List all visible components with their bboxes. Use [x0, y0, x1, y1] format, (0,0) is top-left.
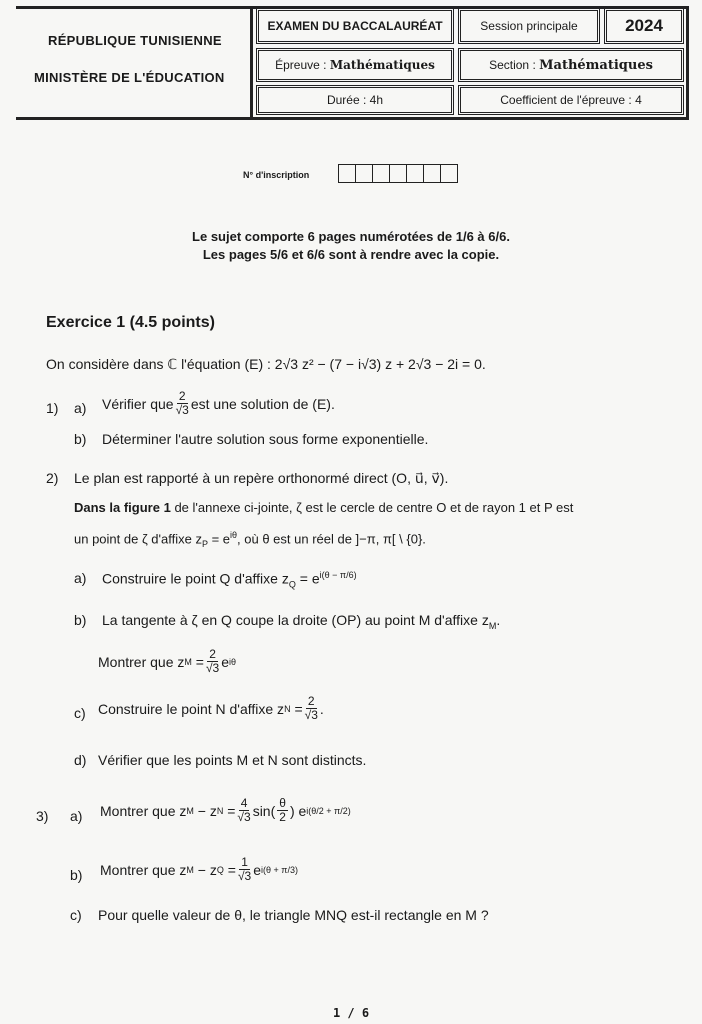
q2-text-2: un point de ζ d'affixe $z_P = e^{i\theta}$, où θ est un réel de ]−π, π[ \ {0}. — [74, 530, 426, 549]
q3c-text: Pour quelle valeur de θ, le triangle MNQ est-il rectangle en M ? — [98, 907, 489, 923]
session-label: Session principale — [480, 19, 578, 33]
intro-text: On considère dans ℂ l'équation (E) : — [46, 356, 271, 372]
epreuve-box — [256, 48, 454, 82]
q1a-post: est une solution de (E). — [190, 395, 335, 412]
page-number: 1 / 6 — [332, 1006, 370, 1020]
coefficient-label: Coefficient de l'épreuve : 4 — [500, 93, 642, 107]
header-bottom-rule — [16, 117, 688, 120]
q1-num: 1) — [46, 400, 59, 416]
q3-num: 3) — [36, 808, 49, 824]
q1a-line — [102, 390, 335, 417]
q1a-pre: Vérifier que — [102, 395, 174, 412]
q2b-show: Montrer que z M = $\frac{2}{√3}$ e iθ — [98, 647, 237, 675]
header-right-border — [686, 6, 689, 120]
exercise-title: Exercice 1 (4.5 points) — [46, 314, 215, 331]
q2-text-2b: = e — [207, 531, 231, 547]
duree-box — [256, 85, 454, 115]
epreuve-value: Mathématiques — [329, 58, 435, 72]
section-value: Mathématiques — [539, 57, 653, 73]
equation-E: 2√3 z² − (7 − i√3) z + 2√3 − 2i = 0. — [274, 356, 486, 372]
fraction-1-over-sqrt3: $\frac{1}{√3}$ — [237, 855, 252, 883]
fraction-2-over-sqrt3: $\frac{2}{√3}$ — [175, 389, 189, 417]
q3b-label: b) — [70, 867, 83, 883]
exam-label: EXAMEN DU BACCALAURÉAT — [267, 19, 443, 33]
notice-line-1: Le sujet comporte 6 pages numérotées de 1/6 à 6/6. — [192, 229, 510, 244]
session-box — [458, 8, 600, 44]
q2a-text: Construire le point Q d'affixe z — [102, 570, 289, 587]
q2-intro: Le plan est rapporté à un repère orthonormé direct (O, u⃗, v⃗). — [74, 470, 449, 486]
figure-ref: Dans la figure 1 — [74, 500, 171, 515]
q2a-label: a) — [74, 570, 87, 586]
q3a-label: a) — [70, 808, 83, 824]
q2-text-2a: un point de ζ d'affixe z — [74, 531, 202, 547]
year-label: 2024 — [625, 16, 663, 35]
q2b-label: b) — [74, 612, 87, 628]
fraction-2-over-sqrt3-c: $\frac{2}{√3}$ — [304, 694, 318, 722]
section-label: Section : — [489, 58, 536, 72]
notice-line-2: Les pages 5/6 et 6/6 sont à rendre avec la copie. — [202, 247, 500, 262]
q1b-text: Déterminer l'autre solution sous forme exponentielle. — [102, 431, 429, 447]
q2b-show-text: Montrer que z — [98, 653, 185, 670]
inscription-field[interactable] — [338, 164, 458, 183]
q3a-text: Montrer que z — [100, 802, 187, 819]
epreuve-label: Épreuve : — [275, 58, 327, 72]
q2-text-1-rest: de l'annexe ci-jointe, ζ est le cercle de centre O et de rayon 1 et P est — [174, 500, 574, 515]
q2b-text: La tangente à ζ en Q coupe la droite (OP) au point M d'affixe z — [102, 612, 489, 628]
fraction-theta-over-2: $\frac{\theta}{2}$ — [279, 796, 286, 824]
q3a-line: Montrer que z M − z N = $\frac{4}{√3}$ sin( $\frac{\theta}{2}$ ) e i(θ/2 + π/2) — [100, 796, 351, 824]
section-box — [458, 48, 684, 82]
duree-label: Durée : 4h — [326, 93, 384, 107]
inscription-label: N° d'inscription — [243, 170, 310, 180]
year-box — [604, 8, 684, 44]
fraction-4-over-sqrt3: $\frac{4}{√3}$ — [237, 796, 251, 824]
coefficient-box — [458, 85, 684, 115]
exam-box — [256, 8, 454, 44]
q1a-label: a) — [74, 400, 87, 416]
q2c-line: Construire le point N d'affixe z N = $\frac{2}{√3}$ . — [98, 694, 324, 722]
q2b-line: La tangente à ζ en Q coupe la droite (OP) au point M d'affixe $z_M$. — [102, 612, 501, 631]
q2a-line: Construire le point Q d'affixe $z_Q = e^{i(\theta - \pi/6)}$ — [102, 570, 357, 590]
q3b-text: Montrer que z — [100, 861, 187, 878]
ministry-label: MINISTÈRE DE L'ÉDUCATION — [34, 70, 225, 85]
q2-text-1 — [74, 500, 573, 515]
q2-num: 2) — [46, 470, 59, 486]
q2c-label: c) — [74, 705, 86, 721]
q3b-line: Montrer que z M − z Q = $\frac{1}{√3}$ e i(θ + π/3) — [100, 855, 298, 883]
q2d-text: Vérifier que les points M et N sont distincts. — [98, 752, 367, 768]
exercise-intro — [46, 356, 486, 373]
q3c-label: c) — [70, 907, 82, 923]
republic-label: RÉPUBLIQUE TUNISIENNE — [48, 33, 222, 48]
q1b-label: b) — [74, 431, 87, 447]
q2-text-2c: , où θ est un réel de ]−π, π[ \ {0}. — [237, 531, 426, 547]
q2c-text: Construire le point N d'affixe z — [98, 700, 285, 717]
fraction-2-over-sqrt3-b: $\frac{2}{√3}$ — [205, 647, 220, 675]
header-divider — [250, 6, 253, 120]
q2d-label: d) — [74, 752, 87, 768]
